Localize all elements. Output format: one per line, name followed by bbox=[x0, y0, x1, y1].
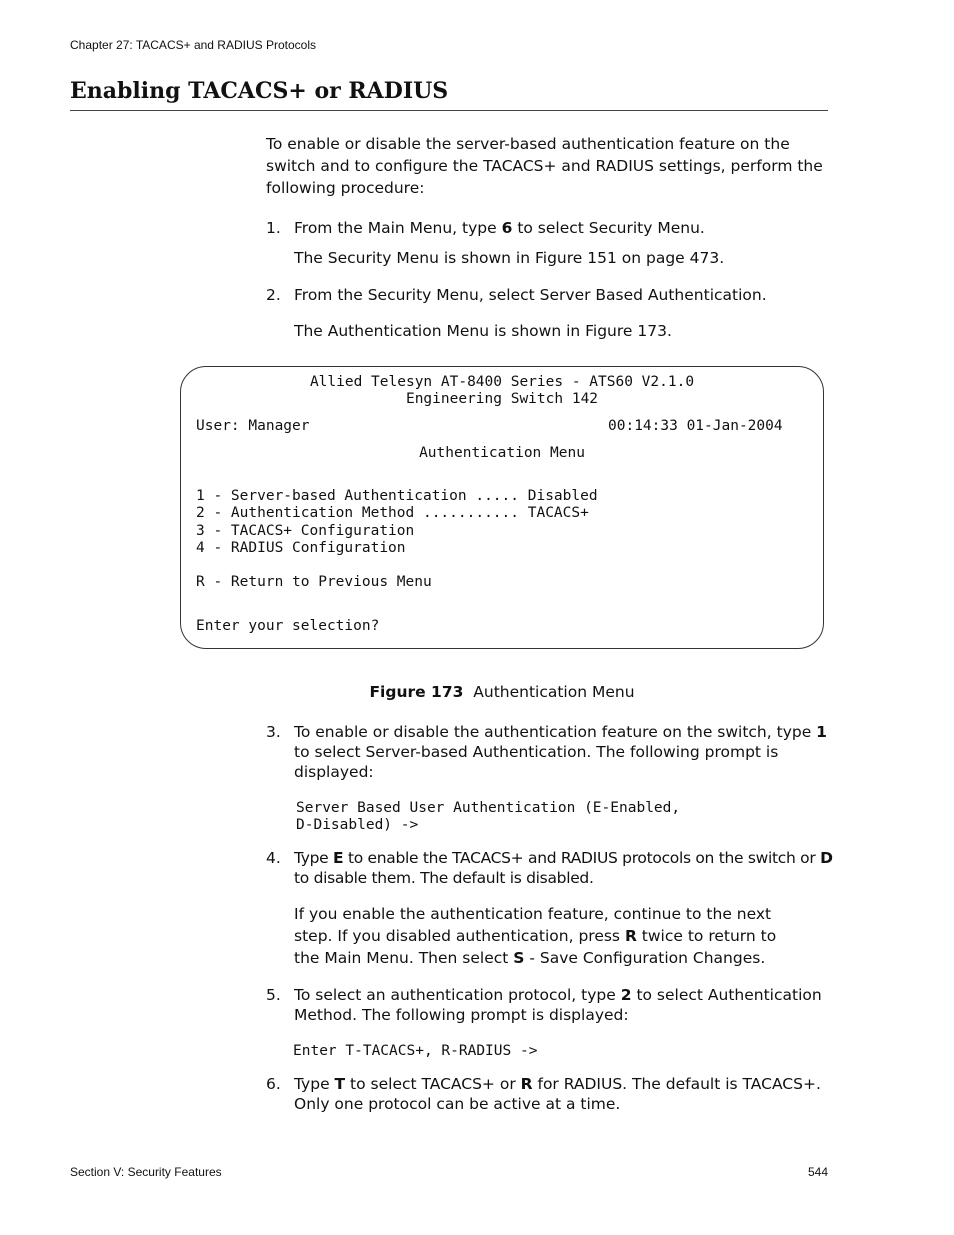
step-3-text: To enable or disable the authentication feature on the switch, type 1 to select Server-based Authentication. The following prompt is displayed: bbox=[294, 723, 827, 781]
screen-menu-item-4: 4 - RADIUS Configuration bbox=[196, 540, 406, 556]
step-3-code-line-2: D-Disabled) -> bbox=[296, 817, 419, 833]
section-title: Enabling TACACS+ or RADIUS bbox=[70, 78, 449, 104]
step-number: 2. bbox=[266, 286, 281, 304]
screen-datetime: 00:14:33 01-Jan-2004 bbox=[608, 418, 783, 434]
screen-menu-item-3: 3 - TACACS+ Configuration bbox=[196, 523, 415, 539]
step-5-text: To select an authentication protocol, type 2 to select Authentication Method. The following prompt is displayed: bbox=[294, 986, 822, 1024]
step-6-text: Type T to select TACACS+ or R for RADIUS. The default is TACACS+. Only one protocol can be active at a time. bbox=[294, 1075, 821, 1113]
step-4-text: Type E to enable the TACACS+ and RADIUS protocols on the switch or D to disable them. The default is disabled. bbox=[294, 849, 833, 887]
step-4-note: If you enable the authentication feature, continue to the next step. If you disabled authentication, press R twice to return to the Main Menu. Then select S - Save Configuration Changes. bbox=[294, 905, 777, 967]
step-number: 1. bbox=[266, 219, 281, 237]
screen-return-item: R - Return to Previous Menu bbox=[196, 574, 432, 590]
step-number: 3. bbox=[266, 723, 281, 741]
screen-menu-item-2: 2 - Authentication Method ........... TACACS+ bbox=[196, 505, 589, 521]
step-number: 6. bbox=[266, 1075, 281, 1093]
figure-caption: Figure 173 Authentication Menu bbox=[369, 683, 635, 701]
step-number: 4. bbox=[266, 849, 281, 867]
step-5-code: Enter T-TACACS+, R-RADIUS -> bbox=[293, 1043, 538, 1059]
screen-prompt: Enter your selection? bbox=[196, 618, 380, 634]
step-1-note: The Security Menu is shown in Figure 151 on page 473. bbox=[294, 249, 725, 267]
step-number: 5. bbox=[266, 986, 281, 1004]
intro-paragraph: To enable or disable the server-based authentication feature on the switch and to configure the TACACS+ and RADIUS settings, perform the following procedure: bbox=[266, 135, 823, 197]
screen-user: User: Manager bbox=[196, 418, 310, 434]
footer-section: Section V: Security Features bbox=[70, 1165, 222, 1179]
chapter-header: Chapter 27: TACACS+ and RADIUS Protocols bbox=[70, 38, 316, 52]
screen-menu-item-1: 1 - Server-based Authentication ..... Disabled bbox=[196, 488, 598, 504]
page-number: 544 bbox=[808, 1165, 829, 1179]
step-3-code-line-1: Server Based User Authentication (E-Enabled, bbox=[296, 800, 681, 816]
screen-product: Allied Telesyn AT-8400 Series - ATS60 V2.1.0 bbox=[309, 374, 695, 390]
step-2-text: From the Security Menu, select Server Based Authentication. bbox=[294, 286, 767, 304]
title-rule bbox=[70, 110, 828, 111]
screen-switch-name: Engineering Switch 142 bbox=[405, 391, 599, 407]
step-2-note: The Authentication Menu is shown in Figure 173. bbox=[294, 322, 672, 340]
screen-menu-title: Authentication Menu bbox=[419, 445, 585, 461]
step-1-text: From the Main Menu, type 6 to select Security Menu. bbox=[294, 219, 705, 237]
